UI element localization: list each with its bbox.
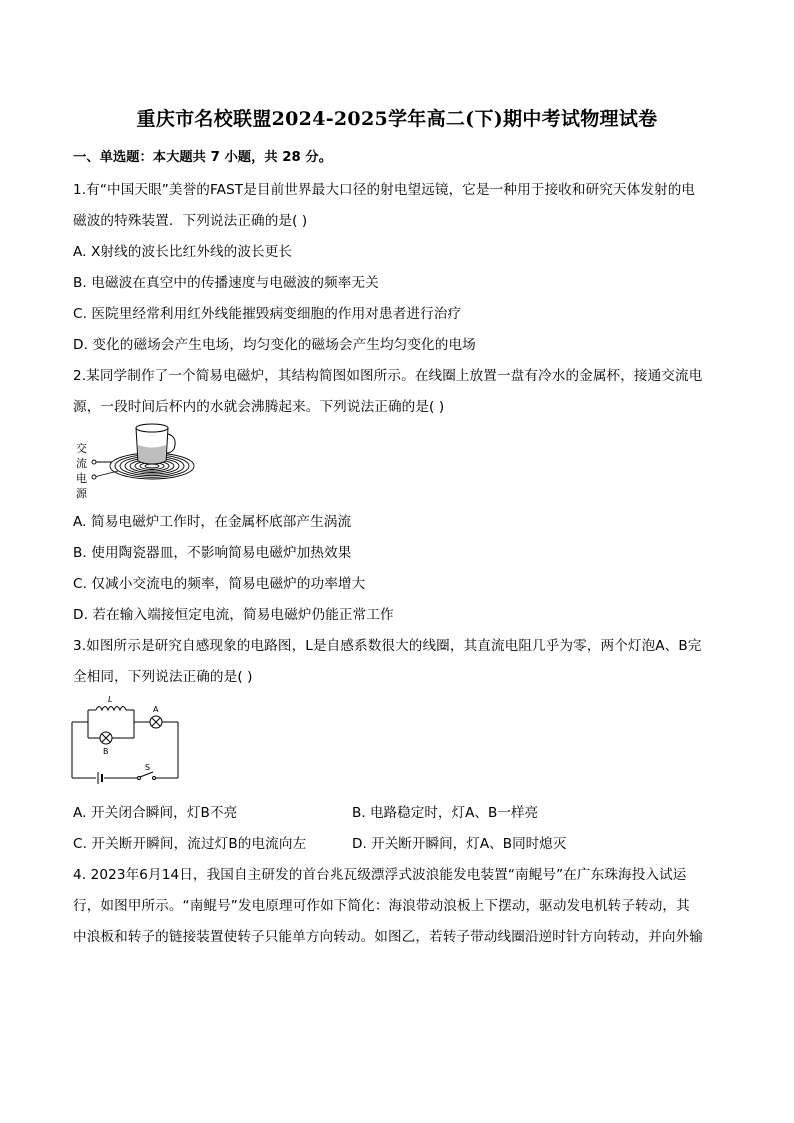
lamp-b: [100, 732, 112, 744]
q1-stem-line1: 1.有“中国天眼”美誉的FAST是目前世界最大口径的射电望远镜，它是一种用于接收和研究天体发射的电: [73, 182, 696, 198]
q4-stem-line2: 行，如图甲所示。“南鲲号”发电原理可作如下简化：海浪带动浪板上下摆动，驱动发电机转子转动，其: [73, 898, 690, 914]
q4-stem-line1: 4. 2023年6月14日，我国自主研发的首台兆瓦级漂浮式波浪能发电装置“南鲲号”在广东珠海投入试运: [73, 867, 687, 883]
switch-label: S: [145, 763, 151, 772]
lamp-a-label: A: [153, 705, 159, 714]
q4-stem-line3: 中浪板和转子的链接装置使转子只能单方向转动。如图乙，若转子带动线圈沿逆时针方向转动，并向外输: [73, 929, 703, 945]
fig-label-yuan: 源: [76, 487, 87, 500]
q1-stem-line2: 磁波的特殊装置．下列说法正确的是( ): [73, 213, 308, 229]
q1-option-b: B. 电磁波在真空中的传播速度与电磁波的频率无关: [73, 275, 379, 291]
page-title: 重庆市名校联盟2024-2025学年高二(下)期中考试物理试卷: [136, 108, 658, 130]
q3-option-a: A. 开关闭合瞬间，灯B不亮: [73, 805, 238, 821]
q3-option-d: D. 开关断开瞬间，灯A、B同时熄灭: [352, 836, 567, 852]
section-heading: 一、单选题：本大题共 7 小题，共 28 分。: [73, 150, 333, 165]
q1-option-a: A. X射线的波长比红外线的波长更长: [73, 244, 293, 260]
q2-option-b: B. 使用陶瓷器皿，不影响简易电磁炉加热效果: [73, 545, 352, 561]
q1-option-d: D. 变化的磁场会产生电场，均匀变化的磁场会产生均匀变化的电场: [73, 337, 476, 353]
q1-option-c: C. 医院里经常利用红外线能摧毁病变细胞的作用对患者进行治疗: [73, 306, 462, 322]
q3-option-c: C. 开关断开瞬间，流过灯B的电流向左: [73, 836, 307, 852]
q2-option-a: A. 简易电磁炉工作时，在金属杯底部产生涡流: [73, 514, 352, 530]
q3-stem-line2: 全相同，下列说法正确的是( ): [73, 669, 253, 685]
fig-label-dian: 电: [76, 472, 87, 485]
lamp-b-label: B: [103, 747, 109, 756]
self-inductance-circuit: [68, 692, 184, 784]
q2-stem-line1: 2.某同学制作了一个简易电磁炉，其结构简图如图所示。在线圈上放置一盘有冷水的金属杯，接通交流电: [73, 368, 703, 384]
q3-option-b: B. 电路稳定时，灯A、B一样亮: [352, 805, 539, 821]
fig-label-liu: 流: [76, 457, 87, 470]
q2-option-d: D. 若在输入端接恒定电流，简易电磁炉仍能正常工作: [73, 607, 394, 623]
power-terminals: [92, 460, 118, 479]
fig-label-jiao: 交: [76, 442, 87, 455]
coil-label: L: [108, 695, 113, 704]
lamp-a: [150, 716, 162, 728]
q2-option-c: C. 仅减小交流电的频率，简易电磁炉的功率增大: [73, 576, 366, 592]
q2-stem-line2: 源，一段时间后杯内的水就会沸腾起来。下列说法正确的是( ): [73, 399, 445, 415]
q3-stem-line1: 3.如图所示是研究自感现象的电路图，L是自感系数很大的线圈，其直流电阻几乎为零，两个灯泡A、B完: [73, 638, 702, 654]
induction-cooker-figure: [70, 415, 210, 503]
